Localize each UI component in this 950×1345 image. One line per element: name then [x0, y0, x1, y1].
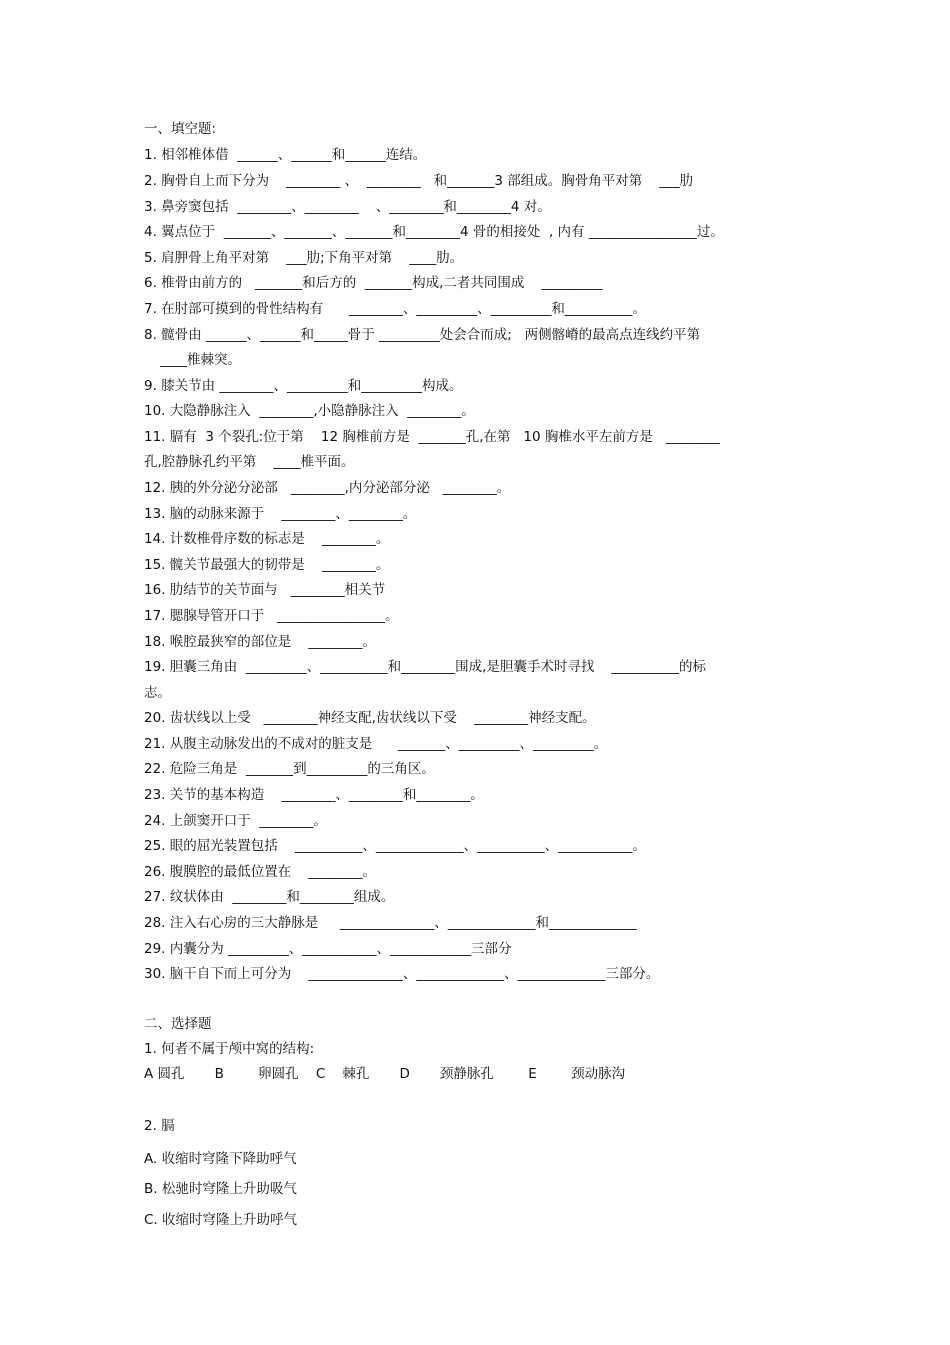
section-heading-multiple-choice: 二、选择题 [144, 1016, 212, 1032]
question-8: 8. 髋骨由 ______、______和_____骨于 _________处会合而成; 两侧髂嵴的最高点连线约平第 [144, 327, 701, 343]
mc-question-1: 1. 何者不属于颅中窝的结构: [144, 1041, 315, 1057]
question-29: 29. 内囊分为 _________、___________、____________三部分 [144, 941, 512, 957]
question-21: 21. 从腹主动脉发出的不成对的脏支是 _______、_________、_________。 [144, 736, 608, 752]
question-15: 15. 髋关节最强大的韧带是 ________。 [144, 557, 390, 573]
question-4: 4. 翼点位于 _______、_______、_______和________4 骨的相接处 , 内有 ________________过。 [144, 224, 724, 240]
question-14: 14. 计数椎骨序数的标志是 ________。 [144, 531, 390, 547]
question-25: 25. 眼的屈光装置包括 __________、_____________、__________、___________。 [144, 838, 646, 854]
question-30: 30. 脑干自下而上可分为 ______________、_____________、_____________三部分。 [144, 966, 660, 982]
mc-question-2-option-c: C. 收缩时穹隆上升助呼气 [144, 1212, 298, 1228]
question-26: 26. 腹膜腔的最低位置在 ________。 [144, 864, 376, 880]
question-3: 3. 鼻旁窦包括 ________、________ 、________和________4 对。 [144, 199, 551, 215]
question-28: 28. 注入右心房的三大静脉是 ______________、_____________和_____________ [144, 915, 637, 931]
section-heading-fill-blank: 一、填空题: [144, 121, 217, 137]
question-16: 16. 肋结节的关节面与 ________相关节 [144, 582, 386, 598]
question-19: 19. 胆囊三角由 _________、__________和________围成,是胆囊手术时寻找 __________的标 [144, 659, 707, 675]
question-6: 6. 椎骨由前方的 _______和后方的 _______构成,二者共同围成 _________ [144, 275, 603, 291]
question-24: 24. 上颌窦开口于 ________。 [144, 813, 327, 829]
mc-question-2-option-a: A. 收缩时穹隆下降助呼气 [144, 1151, 297, 1167]
question-8-continued: ____椎棘突。 [160, 352, 241, 368]
question-1: 1. 相邻椎体借 ______、______和______连结。 [144, 147, 427, 163]
mc-question-1-options: A 圆孔 B 卵圆孔 C 棘孔 D 颈静脉孔 E 颈动脉沟 [144, 1066, 626, 1082]
question-11-continued: 孔,腔静脉孔约平第 ____椎平面。 [144, 454, 355, 470]
question-11: 11. 膈有 3 个裂孔:位于第 12 胸椎前方是 _______孔,在第 10 胸椎水平左前方是 ________ [144, 429, 720, 445]
question-7: 7. 在肘部可摸到的骨性结构有 ________、_________、_________和__________。 [144, 301, 646, 317]
question-9: 9. 膝关节由 ________、_________和_________构成。 [144, 378, 463, 394]
question-23: 23. 关节的基本构造 ________、________和________。 [144, 787, 484, 803]
question-13: 13. 脑的动脉来源于 ________、________。 [144, 506, 417, 522]
question-22: 22. 危险三角是 _______到_________的三角区。 [144, 761, 435, 777]
question-18: 18. 喉腔最狭窄的部位是 ________。 [144, 634, 376, 650]
mc-question-2-option-b: B. 松驰时穹隆上升助吸气 [144, 1181, 297, 1197]
question-5: 5. 肩胛骨上角平对第 ___肋;下角平对第 ____肋。 [144, 250, 464, 266]
question-19-continued: 志。 [144, 685, 171, 701]
question-27: 27. 纹状体由 ________和________组成。 [144, 889, 395, 905]
question-10: 10. 大隐静脉注入 ________,小隐静脉注入 ________。 [144, 403, 475, 419]
question-17: 17. 腮腺导管开口于 ________________。 [144, 608, 399, 624]
question-20: 20. 齿状线以上受 ________神经支配,齿状线以下受 ________神经支配。 [144, 710, 596, 726]
question-12: 12. 胰的外分泌分泌部 ________,内分泌部分泌 ________。 [144, 480, 511, 496]
question-2: 2. 胸骨自上而下分为 ________ 、 ________ 和_______3 部组成。胸骨角平对第 ___肋 [144, 173, 694, 189]
mc-question-2: 2. 膈 [144, 1118, 175, 1134]
